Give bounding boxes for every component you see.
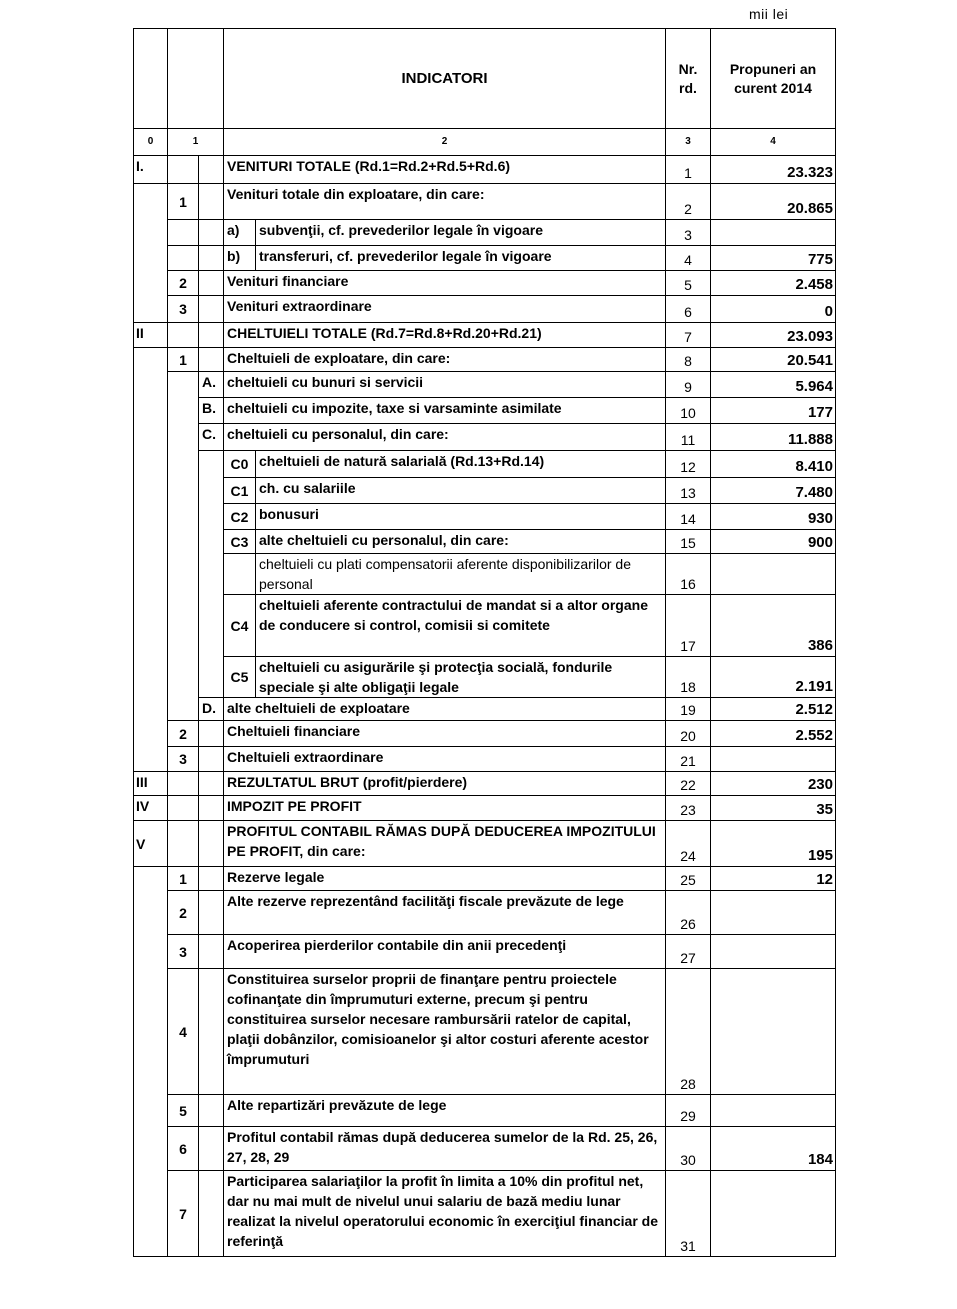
label-cell: cheltuieli aferente contractului de mandat si a altor organe de conducere si control, comisii si comitete bbox=[256, 595, 666, 657]
value-cell bbox=[711, 554, 836, 595]
label-cell: Alte rezerve reprezentând facilităţi fiscale prevăzute de lege bbox=[224, 891, 666, 935]
label-cell: subvenţii, cf. prevederilor legale în vigoare bbox=[256, 220, 666, 246]
col-index-0: 0 bbox=[134, 129, 168, 156]
value-cell bbox=[711, 935, 836, 969]
value-cell bbox=[711, 1171, 836, 1257]
value-cell: 12 bbox=[711, 867, 836, 891]
table-row bbox=[134, 530, 836, 554]
table-row bbox=[134, 1127, 836, 1171]
label-cell: cheltuieli cu personalul, din care: bbox=[224, 424, 666, 451]
roman-cell bbox=[134, 867, 168, 1257]
table-row bbox=[134, 323, 836, 348]
label-cell: IMPOZIT PE PROFIT bbox=[224, 796, 666, 821]
num-cell bbox=[168, 821, 199, 867]
value-cell: 2.552 bbox=[711, 721, 836, 747]
table-row bbox=[134, 747, 836, 772]
value-cell: 8.410 bbox=[711, 451, 836, 478]
roman-cell: II bbox=[134, 323, 168, 348]
num-cell: 1 bbox=[168, 348, 199, 372]
num-cell: 7 bbox=[168, 1171, 199, 1257]
table-row bbox=[134, 372, 836, 398]
nr-cell: 16 bbox=[666, 554, 711, 595]
nr-cell: 5 bbox=[666, 271, 711, 296]
nr-cell: 26 bbox=[666, 891, 711, 935]
label-cell: CHELTUIELI TOTALE (Rd.7=Rd.8+Rd.20+Rd.21) bbox=[224, 323, 666, 348]
nr-cell: 8 bbox=[666, 348, 711, 372]
label-cell: cheltuieli cu asigurările şi protecţia socială, fondurile speciale şi alte obligaţii legale bbox=[256, 657, 666, 698]
col-index-3: 3 bbox=[666, 129, 711, 156]
table-row bbox=[134, 398, 836, 424]
table-row bbox=[134, 721, 836, 747]
label-cell: transferuri, cf. prevederilor legale în vigoare bbox=[256, 246, 666, 271]
roman-cell: V bbox=[134, 821, 168, 867]
label-cell: Constituirea surselor proprii de finanţare pentru proiectele cofinanţate din împrumuturi externe, precum şi pentru constituirea surselor necesare rambursării ratelor de capital, plaţii dobânzilor, comisioanelor şi altor costuri aferente acestor împrumuturi bbox=[224, 969, 666, 1095]
letter-cell bbox=[199, 821, 224, 867]
letter-cell bbox=[199, 296, 224, 323]
value-cell: 7.480 bbox=[711, 478, 836, 504]
value-cell: 386 bbox=[711, 595, 836, 657]
letter-cell bbox=[199, 721, 224, 747]
table-row bbox=[134, 296, 836, 323]
label-cell: Participarea salariaţilor la profit în limita a 10% din profitul net, dar nu mai mult de nivelul unui salariu de bază mediu lunar realizat la nivelul operatorului economic în exerciţiul financiar de referinţă bbox=[224, 1171, 666, 1257]
num-cell: 2 bbox=[168, 721, 199, 747]
roman-cell: I. bbox=[134, 156, 168, 184]
nr-cell: 28 bbox=[666, 969, 711, 1095]
header-blank-1 bbox=[168, 29, 224, 129]
label-cell: Profitul contabil rămas după deducerea sumelor de la Rd. 25, 26, 27, 28, 29 bbox=[224, 1127, 666, 1171]
nr-cell: 19 bbox=[666, 698, 711, 721]
table-row bbox=[134, 595, 836, 657]
nr-cell: 30 bbox=[666, 1127, 711, 1171]
value-cell: 23.093 bbox=[711, 323, 836, 348]
label-cell: cheltuieli cu plati compensatorii aferente disponibilizarilor de personal bbox=[256, 554, 666, 595]
value-cell: 900 bbox=[711, 530, 836, 554]
table-row bbox=[134, 969, 836, 1095]
nr-cell: 6 bbox=[666, 296, 711, 323]
table-row bbox=[134, 657, 836, 698]
letter-cell bbox=[199, 271, 224, 296]
nr-cell: 3 bbox=[666, 220, 711, 246]
num-cell bbox=[168, 156, 199, 184]
budget-table bbox=[133, 28, 836, 1257]
label-cell: Alte repartizări prevăzute de lege bbox=[224, 1095, 666, 1127]
table-row bbox=[134, 478, 836, 504]
table-row bbox=[134, 796, 836, 821]
table-row bbox=[134, 220, 836, 246]
label-cell: alte cheltuieli cu personalul, din care: bbox=[256, 530, 666, 554]
label-cell: cheltuieli cu impozite, taxe si varsaminte asimilate bbox=[224, 398, 666, 424]
label-cell: cheltuieli cu bunuri si servicii bbox=[224, 372, 666, 398]
nr-cell: 14 bbox=[666, 504, 711, 530]
value-cell: 11.888 bbox=[711, 424, 836, 451]
label-cell: Cheltuieli financiare bbox=[224, 721, 666, 747]
letter-cell: C. bbox=[199, 424, 224, 451]
value-cell bbox=[711, 891, 836, 935]
table-row bbox=[134, 1095, 836, 1127]
table-row bbox=[134, 772, 836, 796]
letter-cell: D. bbox=[199, 698, 224, 721]
value-cell: 195 bbox=[711, 821, 836, 867]
nr-cell: 31 bbox=[666, 1171, 711, 1257]
label-cell: VENITURI TOTALE (Rd.1=Rd.2+Rd.5+Rd.6) bbox=[224, 156, 666, 184]
value-cell: 930 bbox=[711, 504, 836, 530]
nr-cell: 24 bbox=[666, 821, 711, 867]
header-row bbox=[134, 29, 836, 129]
value-cell: 230 bbox=[711, 772, 836, 796]
table-row bbox=[134, 504, 836, 530]
num-cell bbox=[168, 246, 199, 271]
label-cell: PROFITUL CONTABIL RĂMAS DUPĂ DEDUCEREA IMPOZITULUI PE PROFIT, din care: bbox=[224, 821, 666, 867]
header-blank-0 bbox=[134, 29, 168, 129]
nr-cell: 9 bbox=[666, 372, 711, 398]
num-cell: 2 bbox=[168, 891, 199, 935]
letter-cell bbox=[199, 1171, 224, 1257]
code-cell: C2 bbox=[224, 504, 256, 530]
value-cell bbox=[711, 1095, 836, 1127]
table-row bbox=[134, 451, 836, 478]
code-cell: C3 bbox=[224, 530, 256, 554]
nr-cell: 1 bbox=[666, 156, 711, 184]
nr-cell: 17 bbox=[666, 595, 711, 657]
label-cell: cheltuieli de natură salarială (Rd.13+Rd.14) bbox=[256, 451, 666, 478]
roman-cell: III bbox=[134, 772, 168, 796]
roman-cell bbox=[134, 184, 168, 323]
value-cell bbox=[711, 220, 836, 246]
nr-cell: 11 bbox=[666, 424, 711, 451]
nr-cell: 13 bbox=[666, 478, 711, 504]
num-cell: 3 bbox=[168, 747, 199, 772]
table-row bbox=[134, 348, 836, 372]
label-cell: REZULTATUL BRUT (profit/pierdere) bbox=[224, 772, 666, 796]
letter-cell bbox=[199, 796, 224, 821]
value-cell: 2.191 bbox=[711, 657, 836, 698]
value-cell: 20.865 bbox=[711, 184, 836, 220]
table-row bbox=[134, 935, 836, 969]
header-propuneri: Propuneri an curent 2014 bbox=[711, 29, 836, 129]
num-cell: 1 bbox=[168, 184, 199, 220]
letter-cell bbox=[199, 867, 224, 891]
letter-cell bbox=[199, 935, 224, 969]
label-cell: alte cheltuieli de exploatare bbox=[224, 698, 666, 721]
table-row bbox=[134, 246, 836, 271]
value-cell: 20.541 bbox=[711, 348, 836, 372]
num-cell: 2 bbox=[168, 271, 199, 296]
letter-cell bbox=[199, 220, 224, 246]
header-indicatori: INDICATORI bbox=[224, 29, 666, 129]
num-cell: 3 bbox=[168, 935, 199, 969]
letter-cell bbox=[199, 184, 224, 220]
value-cell bbox=[711, 747, 836, 772]
label-cell: Venituri extraordinare bbox=[224, 296, 666, 323]
label-cell: Cheltuieli de exploatare, din care: bbox=[224, 348, 666, 372]
nr-cell: 20 bbox=[666, 721, 711, 747]
value-cell: 23.323 bbox=[711, 156, 836, 184]
roman-cell bbox=[134, 348, 168, 772]
label-cell: ch. cu salariile bbox=[256, 478, 666, 504]
value-cell: 184 bbox=[711, 1127, 836, 1171]
header-nr-rd: Nr. rd. bbox=[666, 29, 711, 129]
code-cell: C0 bbox=[224, 451, 256, 478]
table-row bbox=[134, 821, 836, 867]
value-cell: 2.512 bbox=[711, 698, 836, 721]
num-cell bbox=[168, 323, 199, 348]
column-index-row bbox=[134, 129, 836, 156]
label-cell: Rezerve legale bbox=[224, 867, 666, 891]
table-row bbox=[134, 867, 836, 891]
col-index-2: 2 bbox=[224, 129, 666, 156]
code-cell: C5 bbox=[224, 657, 256, 698]
num-cell: 6 bbox=[168, 1127, 199, 1171]
letter-cell bbox=[199, 156, 224, 184]
value-cell: 775 bbox=[711, 246, 836, 271]
num-cell bbox=[168, 372, 199, 721]
table-row bbox=[134, 1171, 836, 1257]
table-row bbox=[134, 184, 836, 220]
num-cell bbox=[168, 772, 199, 796]
letter-cell bbox=[199, 891, 224, 935]
num-cell: 1 bbox=[168, 867, 199, 891]
value-cell: 2.458 bbox=[711, 271, 836, 296]
num-cell bbox=[168, 220, 199, 246]
code-cell bbox=[224, 554, 256, 595]
table-row bbox=[134, 271, 836, 296]
label-cell: Venituri financiare bbox=[224, 271, 666, 296]
num-cell bbox=[168, 796, 199, 821]
letter-cell bbox=[199, 1127, 224, 1171]
nr-cell: 22 bbox=[666, 772, 711, 796]
value-cell: 35 bbox=[711, 796, 836, 821]
table-row bbox=[134, 698, 836, 721]
num-cell: 5 bbox=[168, 1095, 199, 1127]
letter-cell bbox=[199, 747, 224, 772]
label-cell: Venituri totale din exploatare, din care: bbox=[224, 184, 666, 220]
letter-cell bbox=[199, 246, 224, 271]
nr-cell: 4 bbox=[666, 246, 711, 271]
nr-cell: 2 bbox=[666, 184, 711, 220]
table-row bbox=[134, 891, 836, 935]
letter-cell bbox=[199, 969, 224, 1095]
letter-cell bbox=[199, 348, 224, 372]
letter-cell bbox=[199, 772, 224, 796]
nr-cell: 23 bbox=[666, 796, 711, 821]
code-cell: a) bbox=[224, 220, 256, 246]
col-index-4: 4 bbox=[711, 129, 836, 156]
roman-cell: IV bbox=[134, 796, 168, 821]
letter-cell bbox=[199, 451, 224, 698]
nr-cell: 18 bbox=[666, 657, 711, 698]
value-cell: 0 bbox=[711, 296, 836, 323]
letter-cell bbox=[199, 1095, 224, 1127]
letter-cell: B. bbox=[199, 398, 224, 424]
value-cell: 177 bbox=[711, 398, 836, 424]
code-cell: C4 bbox=[224, 595, 256, 657]
code-cell: C1 bbox=[224, 478, 256, 504]
nr-cell: 12 bbox=[666, 451, 711, 478]
label-cell: Cheltuieli extraordinare bbox=[224, 747, 666, 772]
label-cell: Acoperirea pierderilor contabile din anii precedenţi bbox=[224, 935, 666, 969]
table-row bbox=[134, 554, 836, 595]
nr-cell: 7 bbox=[666, 323, 711, 348]
col-index-1: 1 bbox=[168, 129, 224, 156]
letter-cell: A. bbox=[199, 372, 224, 398]
nr-cell: 15 bbox=[666, 530, 711, 554]
nr-cell: 21 bbox=[666, 747, 711, 772]
table-row bbox=[134, 156, 836, 184]
nr-cell: 27 bbox=[666, 935, 711, 969]
value-cell: 5.964 bbox=[711, 372, 836, 398]
value-cell bbox=[711, 969, 836, 1095]
num-cell: 3 bbox=[168, 296, 199, 323]
code-cell: b) bbox=[224, 246, 256, 271]
label-cell: bonusuri bbox=[256, 504, 666, 530]
unit-label: mii lei bbox=[749, 6, 789, 22]
letter-cell bbox=[199, 323, 224, 348]
table-row bbox=[134, 424, 836, 451]
nr-cell: 10 bbox=[666, 398, 711, 424]
nr-cell: 29 bbox=[666, 1095, 711, 1127]
num-cell: 4 bbox=[168, 969, 199, 1095]
nr-cell: 25 bbox=[666, 867, 711, 891]
